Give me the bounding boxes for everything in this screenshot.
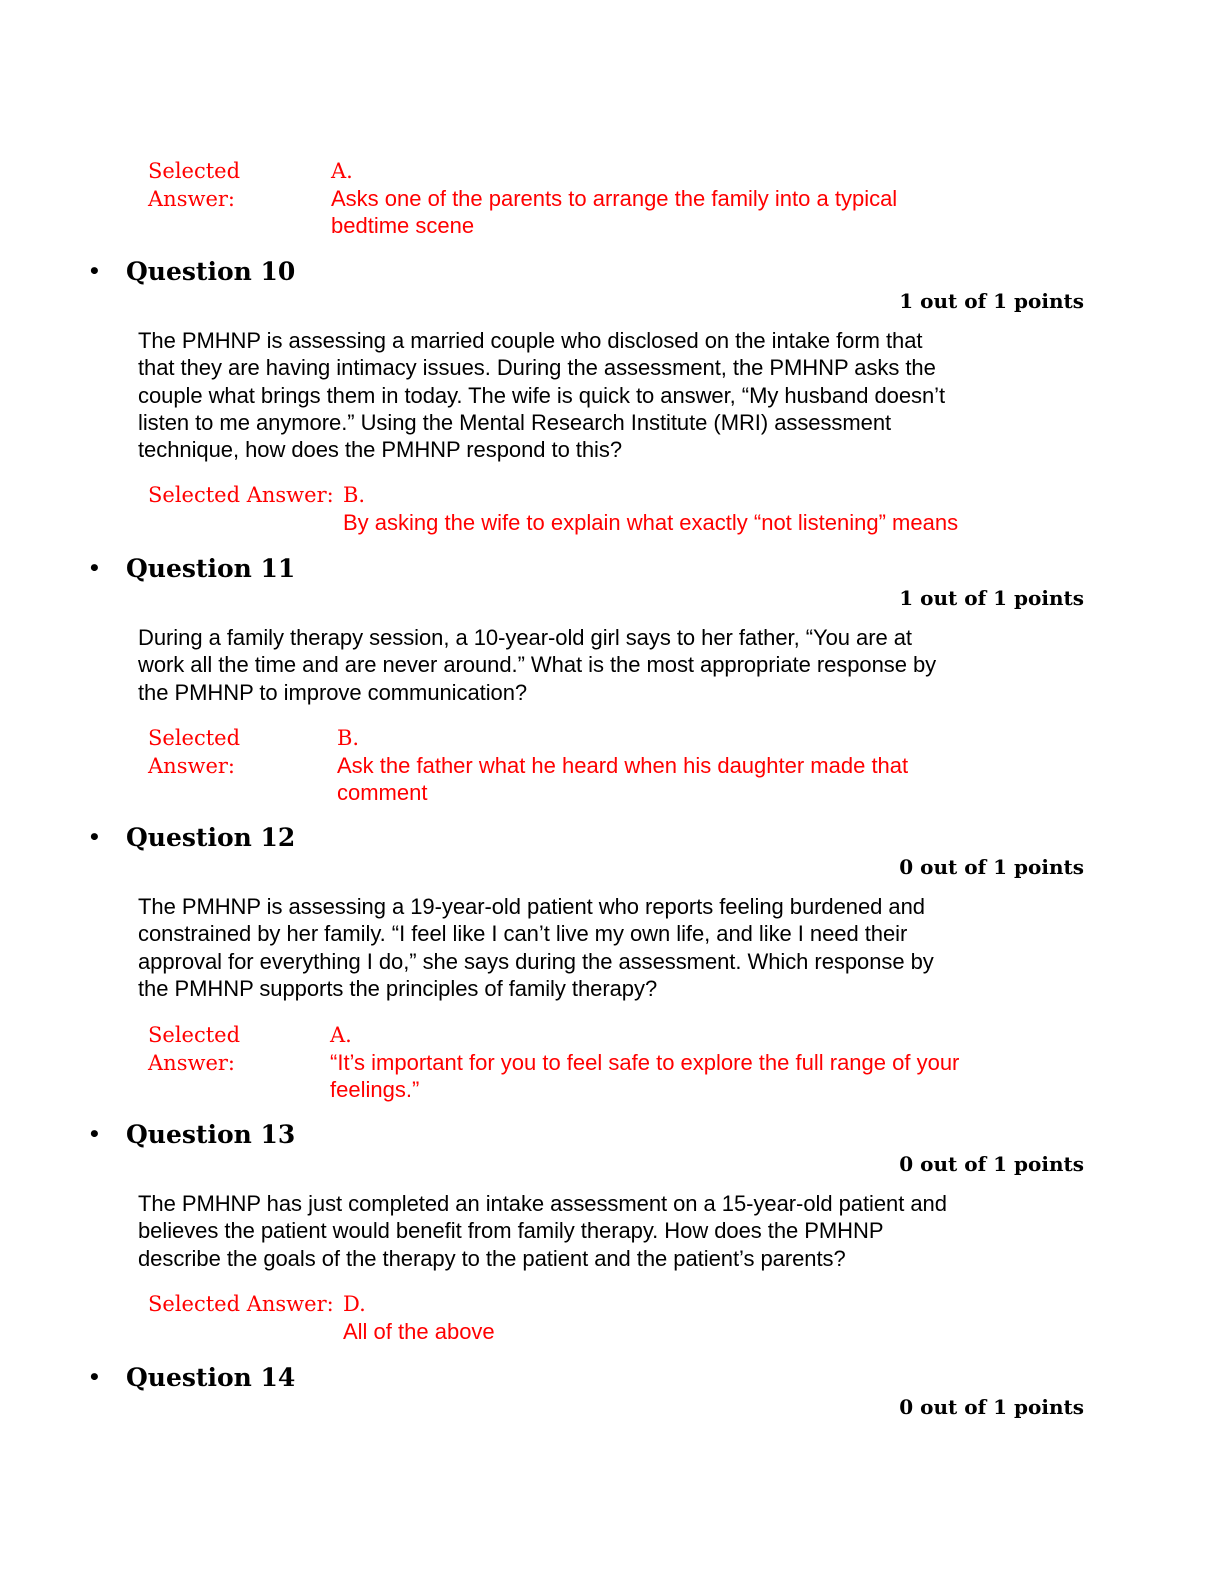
points-score: 0 out of 1 points: [899, 1395, 1084, 1419]
question-heading: [88, 552, 295, 585]
selected-answer-label: Selected Answer:: [148, 1292, 334, 1316]
bullet-icon: •: [88, 259, 101, 283]
selected-answer-label: Selected Answer:: [148, 483, 334, 507]
answer-text-line: All of the above: [343, 1319, 495, 1344]
question-title: Question 14: [126, 1363, 296, 1392]
selected-answer-label: [148, 1021, 240, 1077]
points-score: 1 out of 1 points: [899, 289, 1084, 313]
selected-answer: [337, 724, 908, 806]
question-text-line: The PMHNP is assessing a married couple who disclosed on the intake form that: [138, 328, 923, 353]
selected-answer: [330, 1021, 959, 1103]
question-text-line: technique, how does the PMHNP respond to this?: [138, 437, 623, 463]
answer-text-line: comment: [337, 780, 428, 805]
selected-answer-label: [148, 724, 240, 780]
question-title: Question 10: [126, 257, 296, 286]
question-text-line: the PMHNP supports the principles of family therapy?: [138, 975, 658, 1001]
selected-answer: [343, 481, 958, 536]
question-text-line: couple what brings them in today. The wife is quick to answer, “My husband doesn’t: [138, 382, 946, 408]
question-title: Question 13: [126, 1120, 296, 1149]
points-score: 1 out of 1 points: [899, 586, 1084, 610]
answer-letter: D.: [343, 1292, 366, 1316]
bullet-icon: •: [88, 556, 101, 580]
selected-label-line2: Answer:: [148, 754, 235, 778]
answer-text-line: Asks one of the parents to arrange the family into a typical: [331, 186, 898, 211]
question-text-line: describe the goals of the therapy to the patient and the patient’s parents?: [138, 1245, 846, 1271]
answer-text-line: Ask the father what he heard when his daughter made that: [337, 753, 909, 778]
selected-label-line1: Selected: [148, 726, 241, 750]
question-text-line: listen to me anymore.” Using the Mental Research Institute (MRI) assessment: [138, 409, 892, 435]
bullet-icon: •: [88, 1365, 101, 1389]
points-score: 0 out of 1 points: [899, 855, 1084, 879]
question-text-line: the PMHNP to improve communication?: [138, 679, 528, 705]
points-score: 0 out of 1 points: [899, 1152, 1084, 1176]
question-text-line: The PMHNP has just completed an intake assessment on a 15-year-old patient and: [138, 1191, 947, 1216]
bullet-icon: •: [88, 1122, 101, 1146]
answer-text-line: feelings.”: [330, 1077, 420, 1102]
selected-label-line1: Selected: [148, 1023, 241, 1047]
prev-answer: [331, 157, 897, 239]
selected-label-line2: Answer:: [148, 1051, 235, 1075]
question-text: [138, 327, 1038, 463]
question-text: [138, 893, 1038, 1002]
question-heading: [88, 821, 295, 854]
question-text: [138, 1190, 1038, 1272]
question-text-line: During a family therapy session, a 10-year-old girl says to her father, “You are at: [138, 625, 912, 650]
question-text-line: constrained by her family. “I feel like I can’t live my own life, and like I need their: [138, 921, 908, 947]
selected-label-line2: Answer:: [148, 187, 235, 211]
answer-letter: A.: [331, 159, 353, 183]
answer-letter: A.: [330, 1023, 352, 1047]
answer-letter: B.: [337, 726, 360, 750]
bullet-icon: •: [88, 825, 101, 849]
question-text: [138, 624, 1038, 706]
answer-text-line: bedtime scene: [331, 213, 475, 238]
selected-answer-label: [148, 157, 240, 213]
question-title: Question 12: [126, 823, 296, 852]
question-text-line: work all the time and are never around.” What is the most appropriate response by: [138, 652, 937, 678]
question-heading: [88, 1118, 295, 1151]
answer-letter: B.: [343, 483, 366, 507]
selected-label-line1: Selected: [148, 159, 241, 183]
question-text-line: that they are having intimacy issues. During the assessment, the PMHNP asks the: [138, 355, 936, 381]
question-text-line: believes the patient would benefit from family therapy. How does the PMHNP: [138, 1218, 884, 1244]
answer-text-line: “It’s important for you to feel safe to explore the full range of your: [330, 1050, 960, 1075]
answer-text-line: By asking the wife to explain what exactly “not listening” means: [343, 510, 959, 535]
question-text-line: approval for everything I do,” she says during the assessment. Which response by: [138, 948, 934, 974]
question-heading: [88, 1361, 295, 1394]
selected-answer: [343, 1290, 495, 1345]
question-heading: [88, 255, 295, 288]
question-text-line: The PMHNP is assessing a 19-year-old patient who reports feeling burdened and: [138, 894, 925, 919]
question-title: Question 11: [126, 554, 296, 583]
